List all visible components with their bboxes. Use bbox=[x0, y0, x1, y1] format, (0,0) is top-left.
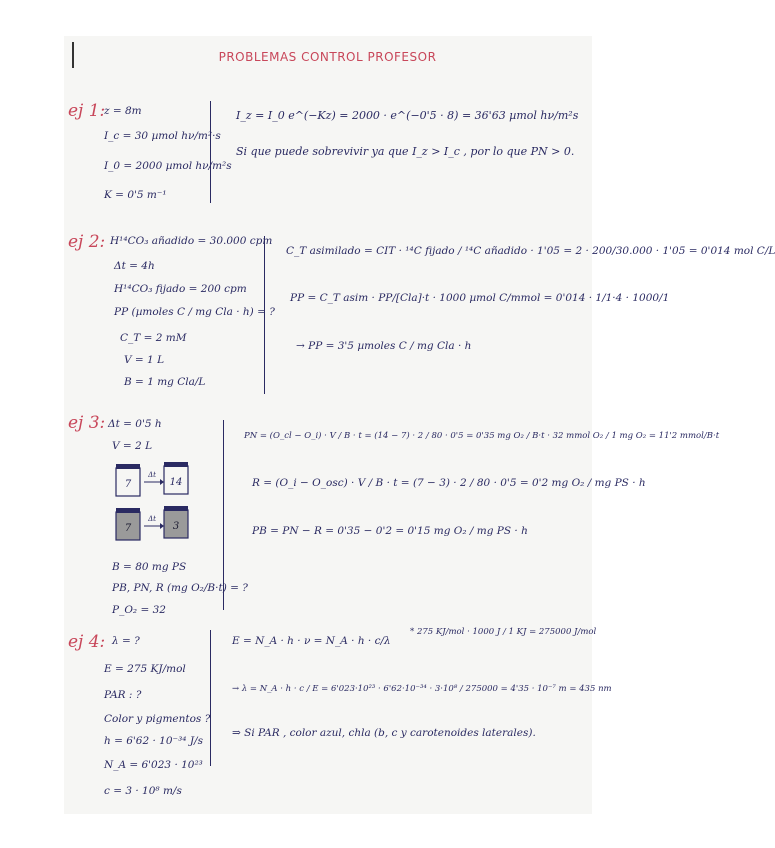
ej3-r-equation: R = (O_i − O_osc) · V / B · t = (7 − 3) · 2 / 80 · 0'5 = 0'2 mg O₂ / mg PS · h bbox=[252, 477, 646, 489]
dark-bottle-final: 3 bbox=[172, 521, 180, 532]
ej2-given-ct: C_T = 2 mM bbox=[120, 332, 187, 344]
ej2-given-v: V = 1 L bbox=[124, 354, 165, 366]
problem-1-label: ej 1: bbox=[68, 101, 106, 121]
ej1-given-k: K = 0'5 m⁻¹ bbox=[104, 189, 167, 201]
ej2-pp-result: → PP = 3'5 µmoles C / mg Cla · h bbox=[296, 340, 472, 352]
light-bottle-final: 14 bbox=[169, 477, 183, 488]
problem-4-label: ej 4: bbox=[68, 632, 106, 652]
ej2-given-b: B = 1 mg Cla/L bbox=[124, 376, 206, 388]
bottle-diagram bbox=[108, 458, 208, 548]
ej3-pn-equation: PN = (O_cl − O_i) · V / B · t = (14 − 7) · 2 / 80 · 0'5 = 0'35 mg O₂ / B·t · 32 mmol O₂ / 1 mg O₂ = 11'2 mmol/B·t bbox=[244, 431, 720, 441]
light-arrow-label: Δt bbox=[148, 471, 156, 479]
ej1-given-i0: I_0 = 2000 µmol hν/m²s bbox=[104, 160, 232, 172]
ej1-given-ic: I_c = 30 µmol hν/m²·s bbox=[104, 130, 221, 142]
ej2-given-dt: Δt = 4h bbox=[114, 260, 155, 272]
ej4-given-lambda: λ = ? bbox=[112, 635, 140, 647]
light-bottle-initial: 7 bbox=[124, 479, 132, 490]
ej4-energy-conversion: * 275 KJ/mol · 1000 J / 1 KJ = 275000 J/mol bbox=[410, 627, 597, 637]
ej2-given-added: H¹⁴CO₃ añadido = 30.000 cpm bbox=[110, 235, 273, 247]
ej1-conclusion: Si que puede sobrevivir ya que I_z > I_c , por lo que PN > 0. bbox=[236, 145, 575, 158]
ej4-given-planck: h = 6'62 · 10⁻³⁴ J/s bbox=[104, 735, 203, 747]
problem-3-label: ej 3: bbox=[68, 413, 106, 433]
ej3-given-b: B = 80 mg PS bbox=[112, 561, 187, 573]
ej1-given-z: z = 8m bbox=[104, 105, 142, 117]
ej3-given-dt: Δt = 0'5 h bbox=[108, 418, 162, 430]
ej4-given-avogadro: N_A = 6'023 · 10²³ bbox=[104, 759, 203, 771]
dark-bottle-initial: 7 bbox=[124, 523, 132, 534]
ej3-given-po2: P_O₂ = 32 bbox=[112, 604, 166, 616]
ej4-given-color: Color y pigmentos ? bbox=[104, 713, 211, 725]
dark-arrow-label: Δt bbox=[148, 515, 156, 523]
ej4-given-par: PAR : ? bbox=[104, 689, 142, 701]
ej4-energy-equation: E = N_A · h · ν = N_A · h · c/λ bbox=[232, 635, 391, 647]
ej2-pp-equation: PP = C_T asim · PP/[Cla]·t · 1000 µmol C/mmol = 0'014 · 1/1·4 · 1000/1 bbox=[290, 292, 670, 304]
ej2-given-fixed: H¹⁴CO₃ fijado = 200 cpm bbox=[114, 283, 247, 295]
ej2-assimilated-equation: C_T asimilado = CIT · ¹⁴C fijado / ¹⁴C añadido · 1'05 = 2 · 200/30.000 · 1'05 = 0'014 mol C/L bbox=[286, 245, 775, 257]
ej4-given-c: c = 3 · 10⁸ m/s bbox=[104, 785, 182, 797]
ej4-given-energy: E = 275 KJ/mol bbox=[104, 663, 186, 675]
ej3-pb-equation: PB = PN − R = 0'35 − 0'2 = 0'15 mg O₂ / mg PS · h bbox=[252, 525, 528, 537]
ej3-given-v: V = 2 L bbox=[112, 440, 153, 452]
ej1-divider bbox=[210, 101, 211, 203]
ej4-wavelength-equation: → λ = N_A · h · c / E = 6'023·10²³ · 6'62·10⁻³⁴ · 3·10⁸ / 275000 = 4'35 · 10⁻⁷ m = 435 nm bbox=[232, 684, 612, 694]
ej2-divider bbox=[264, 236, 265, 394]
page-title: PROBLEMAS CONTROL PROFESOR bbox=[218, 50, 437, 64]
ej1-irradiance-equation: I_z = I_0 e^(−Kz) = 2000 · e^(−0'5 · 8) = 36'63 µmol hν/m²s bbox=[236, 109, 579, 122]
problem-2-label: ej 2: bbox=[68, 232, 106, 252]
ej4-conclusion: ⇒ Si PAR , color azul, chla (b, c y carotenoides laterales). bbox=[232, 727, 536, 739]
ej2-given-pp: PP (µmoles C / mg Cla · h) = ? bbox=[114, 306, 275, 318]
ej4-divider bbox=[210, 630, 211, 766]
ej3-divider bbox=[223, 420, 224, 610]
ej3-given-unknowns: PB, PN, R (mg O₂/B·t) = ? bbox=[112, 582, 248, 594]
